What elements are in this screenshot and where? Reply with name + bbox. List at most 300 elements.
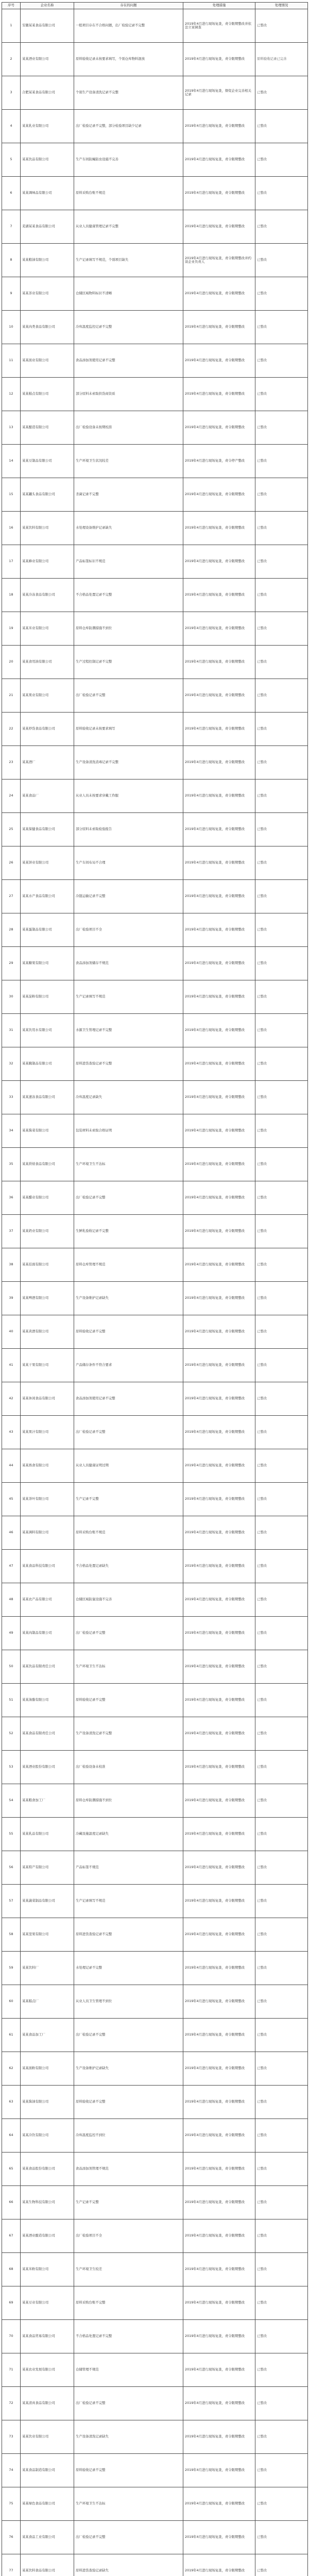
table-row: [2, 2353, 308, 2387]
cell-serial: 12: [2, 378, 21, 411]
cell-company: 某某冷冻食品有限公司: [21, 579, 74, 612]
cell-serial: 49: [2, 1617, 21, 1650]
cell-issue: 食品添加剂使用记录不完整: [74, 1382, 183, 1416]
cell-company: 某某绿色食品有限公司: [21, 2487, 74, 2521]
cell-company: 某某酒厂: [21, 746, 74, 779]
cell-result: 已整改: [255, 1516, 308, 1550]
table-body: [2, 9, 308, 2576]
cell-company: 某某饮料厂: [21, 1952, 74, 1985]
table-row: [2, 1918, 308, 1952]
cell-serial: 34: [2, 1114, 21, 1148]
table-row: [2, 2320, 308, 2353]
cell-action: 2019年4月进行现场复查，责令限期整改: [183, 143, 255, 177]
table-row: [2, 1483, 308, 1516]
cell-serial: 13: [2, 411, 21, 445]
table-row: [2, 1416, 308, 1449]
cell-serial: 55: [2, 1818, 21, 1851]
cell-result: 已整改: [255, 110, 308, 143]
cell-serial: 33: [2, 1081, 21, 1114]
cell-issue: 原料进货查验记录不完整: [74, 1047, 183, 1081]
cell-serial: 62: [2, 2052, 21, 2086]
cell-result: 已整改: [255, 646, 308, 679]
cell-issue: 出厂检验记录不完整: [74, 1181, 183, 1215]
cell-result: 已整改: [255, 1617, 308, 1650]
cell-serial: 71: [2, 2353, 21, 2387]
table-row: [2, 478, 308, 512]
cell-company: 某某粮食加工厂: [21, 1784, 74, 1818]
cell-company: 某某酱菜有限公司: [21, 1114, 74, 1148]
cell-issue: 生产设备清洗消毒记录不完整: [74, 746, 183, 779]
table-row: [2, 713, 308, 746]
cell-company: 某某腌制品有限公司: [21, 1047, 74, 1081]
cell-action: 2019年4月进行现场复查，责令限期整改: [183, 612, 255, 646]
cell-action: 2019年4月进行现场复查，责令限期整改: [183, 2454, 255, 2487]
cell-issue: 生鲜乳验收记录不完整: [74, 1215, 183, 1248]
cell-serial: 32: [2, 1047, 21, 1081]
cell-result: 已整改: [255, 2052, 308, 2086]
cell-company: 某某面粉有限公司: [21, 2052, 74, 2086]
cell-issue: 原料仓库管理不规范: [74, 1248, 183, 1282]
table-row: [2, 1349, 308, 1382]
table-row: [2, 2086, 308, 2119]
cell-result: 已整改: [255, 579, 308, 612]
cell-action: 2019年4月进行现场复查，责令限期整改: [183, 2286, 255, 2320]
cell-issue: 生产车间防蝇防虫设施不完善: [74, 143, 183, 177]
cell-company: 合肥某某食品有限公司: [21, 76, 74, 110]
cell-company: 某某饮品有限责任公司: [21, 1650, 74, 1684]
table-row: [2, 1248, 308, 1282]
cell-serial: 47: [2, 1550, 21, 1583]
table-row: [2, 1751, 308, 1784]
cell-result: 已整改: [255, 813, 308, 846]
cell-serial: 58: [2, 1918, 21, 1952]
cell-serial: 44: [2, 1449, 21, 1483]
cell-action: 2019年4月进行现场复查，责令限期整改: [183, 1885, 255, 1918]
cell-company: 某某饼业有限公司: [21, 846, 74, 880]
cell-action: 2019年4月进行现场复查，责令限期整改: [183, 846, 255, 880]
cell-company: 某某食品制造有限公司: [21, 2454, 74, 2487]
table-row: [2, 1215, 308, 1248]
cell-issue: 生产环境卫生不达标: [74, 2487, 183, 2521]
cell-result: 已整改: [255, 679, 308, 713]
table-row: [2, 545, 308, 579]
cell-result: 已整改: [255, 713, 308, 746]
cell-result: 已整改: [255, 2353, 308, 2387]
cell-action: 2019年4月进行现场复查，责令限期整改: [183, 2119, 255, 2153]
table-row: [2, 2286, 308, 2320]
cell-result: 已整改: [255, 1181, 308, 1215]
table-row: [2, 1885, 308, 1918]
cell-result: 已整改: [255, 1918, 308, 1952]
cell-result: 已整改: [255, 210, 308, 244]
cell-company: 某某醋业有限公司: [21, 1181, 74, 1215]
cell-company: 某某熟食有限公司: [21, 1449, 74, 1483]
cell-action: 2019年4月进行现场复查，责令限期整改: [183, 880, 255, 913]
cell-issue: 产品储存条件不符合要求: [74, 1349, 183, 1382]
cell-issue: 原料验收记录不完整: [74, 1315, 183, 1349]
cell-result: 已整改: [255, 1784, 308, 1818]
cell-action: 2019年4月进行现场复查，责令限期整改: [183, 913, 255, 947]
cell-result: 已整改: [255, 1449, 308, 1483]
cell-result: 已整改: [255, 2286, 308, 2320]
cell-issue: 生产设备清洗记录不完整: [74, 1717, 183, 1751]
cell-serial: 77: [2, 2554, 21, 2576]
cell-issue: 水源卫生管理记录不完整: [74, 1014, 183, 1047]
cell-result: 已整改: [255, 2153, 308, 2186]
header-issue: 存在的问题: [74, 3, 183, 9]
cell-company: 某某肉类食品有限公司: [21, 311, 74, 344]
cell-action: 2019年4月进行现场复查，责令限期整改: [183, 2253, 255, 2286]
cell-company: 某某保健食品有限公司: [21, 813, 74, 846]
cell-result: 已整改: [255, 1650, 308, 1684]
cell-action: 2019年4月进行现场复查，责令限期整改: [183, 1751, 255, 1784]
cell-issue: 原料验收记录不完整: [74, 2454, 183, 2487]
header-company: 企业名称: [21, 3, 74, 9]
cell-issue: 原料采购台账不规范: [74, 177, 183, 210]
cell-issue: 出厂检验项目不全: [74, 913, 183, 947]
cell-company: 某某果业有限公司: [21, 679, 74, 713]
cell-company: 某某调料有限公司: [21, 1516, 74, 1550]
table-row: [2, 980, 308, 1014]
table-row: [2, 1382, 308, 1416]
cell-result: 已整改: [255, 2554, 308, 2576]
cell-serial: 53: [2, 1751, 21, 1784]
cell-action: 2019年4月进行现场复查，责令限期整改: [183, 378, 255, 411]
cell-action: 2019年4月进行现场复查，责令限期整改: [183, 344, 255, 378]
cell-action: 2019年4月进行现场复查，责令限期整改: [183, 478, 255, 512]
cell-serial: 11: [2, 344, 21, 378]
cell-serial: 37: [2, 1215, 21, 1248]
table-row: [2, 1315, 308, 1349]
cell-serial: 67: [2, 2219, 21, 2253]
cell-action: 2019年4月进行现场复查，责令限期整改: [183, 2387, 255, 2420]
cell-action: 2019年4月进行现场复查，责令限期整改: [183, 277, 255, 311]
cell-result: 已整改: [255, 311, 308, 344]
cell-result: 已整改: [255, 1818, 308, 1851]
cell-company: 某某果汁有限公司: [21, 1416, 74, 1449]
cell-action: 2019年4月进行现场复查，责令限期整改: [183, 646, 255, 679]
cell-serial: 66: [2, 2186, 21, 2219]
table-row: [2, 177, 308, 210]
cell-action: 2019年4月进行现场复查，责令限期整改并约谈企业负责人: [183, 244, 255, 277]
cell-company: 某某食用油有限公司: [21, 646, 74, 679]
cell-action: 2019年4月进行现场复查，责令限期整改: [183, 1215, 255, 1248]
cell-serial: 9: [2, 277, 21, 311]
cell-result: 已整改: [255, 2219, 308, 2253]
cell-action: 2019年4月进行现场复查，责令限期整改: [183, 579, 255, 612]
cell-action: 2019年4月进行现场复查，责令限期整改: [183, 1818, 255, 1851]
cell-action: 2019年4月进行现场复查，责令限期整改: [183, 2019, 255, 2052]
cell-company: 某某蛋制品有限公司: [21, 913, 74, 947]
cell-result: 已整改: [255, 1751, 308, 1784]
table-row: [2, 210, 308, 244]
cell-serial: 39: [2, 1282, 21, 1315]
cell-serial: 25: [2, 813, 21, 846]
table-row: [2, 2019, 308, 2052]
cell-issue: 生产记录不完整: [74, 2186, 183, 2219]
cell-issue: 出厂检验记录不完整: [74, 2387, 183, 2420]
cell-issue: 原料验收记录不完整: [74, 2086, 183, 2119]
cell-company: 某某饮料有限公司: [21, 512, 74, 545]
cell-company: 某某面业有限公司: [21, 344, 74, 378]
cell-action: 2019年4月进行现场复查，责令限期整改: [183, 1918, 255, 1952]
cell-company: 某某食品厂: [21, 779, 74, 813]
cell-serial: 63: [2, 2086, 21, 2119]
cell-result: 已整改: [255, 2320, 308, 2353]
table-row: [2, 311, 308, 344]
cell-issue: 原料仓库防潮措施不到位: [74, 612, 183, 646]
cell-company: 某某奶业有限公司: [21, 1215, 74, 1248]
table-row: [2, 2119, 308, 2153]
cell-serial: 2: [2, 43, 21, 76]
cell-company: 某某坚果有限公司: [21, 1918, 74, 1952]
cell-result: 已整改: [255, 1047, 308, 1081]
cell-result: 已整改: [255, 1215, 308, 1248]
cell-issue: 生产过程控制记录不完整: [74, 646, 183, 679]
cell-company: 某某特产有限公司: [21, 1851, 74, 1885]
cell-issue: 原料验收记录未按要求填写: [74, 713, 183, 746]
cell-serial: 4: [2, 110, 21, 143]
cell-issue: 原料采购台账不完整: [74, 2286, 183, 2320]
table-row: [2, 779, 308, 813]
table-row: [2, 143, 308, 177]
table-row: [2, 880, 308, 913]
table-row: [2, 1516, 308, 1550]
cell-result: 已整改: [255, 177, 308, 210]
table-row: [2, 913, 308, 947]
cell-result: 已整改: [255, 1851, 308, 1885]
cell-action: 2019年4月进行现场复查，责令限期整改: [183, 1315, 255, 1349]
cell-action: 2019年4月进行现场复查，责令限期整改: [183, 980, 255, 1014]
cell-serial: 15: [2, 478, 21, 512]
cell-action: 2019年4月进行现场复查，责令限期整改: [183, 2487, 255, 2521]
cell-issue: 出厂检验记录不完整: [74, 2521, 183, 2554]
cell-issue: 原料进货查验记录不完整: [74, 1918, 183, 1952]
cell-result: 已整改: [255, 980, 308, 1014]
cell-serial: 74: [2, 2454, 21, 2487]
cell-serial: 69: [2, 2286, 21, 2320]
cell-issue: 不合格品处置记录缺失: [74, 1550, 183, 1583]
cell-action: 2019年4月进行现场复查，责令限期整改: [183, 1583, 255, 1617]
table-row: [2, 445, 308, 478]
cell-company: 某某速冻食品有限公司: [21, 1081, 74, 1114]
cell-result: 已整改: [255, 1382, 308, 1416]
cell-action: 2019年4月进行现场复查，责令限期整改: [183, 1114, 255, 1148]
cell-issue: 食品添加剂储存不规范: [74, 947, 183, 980]
cell-result: 已整改: [255, 1282, 308, 1315]
cell-company: 某某啤酒有限公司: [21, 1282, 74, 1315]
table-row: [2, 1952, 308, 1985]
cell-issue: 仓储区域防鼠设施不完善: [74, 1583, 183, 1617]
cell-action: 2019年4月进行现场复查，责令限期整改: [183, 2153, 255, 2186]
cell-action: 2019年4月进行现场复查，责令停产整改: [183, 445, 255, 478]
cell-serial: 75: [2, 2487, 21, 2521]
table-row: [2, 344, 308, 378]
cell-serial: 68: [2, 2253, 21, 2286]
cell-result: 已整改: [255, 445, 308, 478]
table-row: [2, 1650, 308, 1684]
table-row: [2, 411, 308, 445]
table-row: [2, 2420, 308, 2454]
cell-result: 已整改: [255, 2521, 308, 2554]
cell-action: 2019年4月进行现场复查，责令限期整改: [183, 2353, 255, 2387]
cell-company: 某某茶叶有限公司: [21, 1483, 74, 1516]
cell-serial: 43: [2, 1416, 21, 1449]
cell-result: 已整改: [255, 478, 308, 512]
cell-company: 安徽某某食品有限公司: [21, 9, 74, 43]
cell-result: 已整改: [255, 143, 308, 177]
cell-company: 某某食品工业有限公司: [21, 2521, 74, 2554]
cell-action: 2019年4月进行现场复查，责令限期整改: [183, 1550, 255, 1583]
cell-result: 已整改: [255, 1248, 308, 1282]
cell-issue: 一般项目存在不合格问题，出厂检验记录不完整: [74, 9, 183, 43]
cell-action: 2019年4月进行现场复查，责令限期整改: [183, 2219, 255, 2253]
header-serial: 序号: [2, 3, 21, 9]
cell-company: 某某肉制品有限公司: [21, 1617, 74, 1650]
cell-serial: 19: [2, 612, 21, 646]
cell-serial: 45: [2, 1483, 21, 1516]
cell-issue: 部分原料未索取供货商资质: [74, 378, 183, 411]
cell-result: 已整改: [255, 1148, 308, 1181]
cell-action: 2019年4月进行现场复查，责令限期整改: [183, 43, 255, 76]
cell-action: 2019年4月进行现场复查，责令限期整改: [183, 1248, 255, 1282]
cell-result: 已整改: [255, 9, 308, 43]
cell-action: 2019年4月进行现场复查，责令限期整改: [183, 545, 255, 579]
cell-serial: 8: [2, 244, 21, 277]
cell-company: 某某米业有限公司: [21, 612, 74, 646]
table-row: [2, 579, 308, 612]
table-row: [2, 2487, 308, 2521]
cell-action: 2019年4月进行现场复查，督促企业完善相关记录: [183, 76, 255, 110]
table-row: [2, 1583, 308, 1617]
cell-action: 2019年4月进行现场复查，责令限期整改: [183, 2554, 255, 2576]
inspection-table: [2, 2, 308, 2576]
cell-serial: 41: [2, 1349, 21, 1382]
cell-serial: 56: [2, 1851, 21, 1885]
table-row: [2, 813, 308, 846]
cell-issue: 原料验收记录不完整: [74, 1684, 183, 1717]
cell-result: 已整改: [255, 880, 308, 913]
cell-issue: 生产环境卫生不达标: [74, 1650, 183, 1684]
cell-issue: 生产记录填写不规范: [74, 1885, 183, 1918]
table-row: [2, 1851, 308, 1885]
cell-serial: 18: [2, 579, 21, 612]
cell-company: 某某农业发展有限公司: [21, 2353, 74, 2387]
cell-issue: 生产环境卫生不达标: [74, 1148, 183, 1181]
cell-company: 某某糖果有限公司: [21, 947, 74, 980]
cell-company: 某某粮油有限公司: [21, 244, 74, 277]
cell-company: 某某烘焙食品有限公司: [21, 1148, 74, 1181]
cell-serial: 73: [2, 2420, 21, 2454]
cell-result: 已整改: [255, 2487, 308, 2521]
cell-action: 2019年4月进行现场复查，责令限期整改: [183, 1985, 255, 2019]
cell-result: 已整改: [255, 344, 308, 378]
cell-result: 已整改: [255, 76, 308, 110]
table-row: [2, 646, 308, 679]
cell-serial: 28: [2, 913, 21, 947]
cell-result: 已整改: [255, 1952, 308, 1985]
cell-issue: 原料采购台账不规范: [74, 1516, 183, 1550]
cell-action: 2019年4月进行现场复查，责令限期整改: [183, 411, 255, 445]
cell-result: 已整改: [255, 947, 308, 980]
table-row: [2, 2186, 308, 2219]
cell-serial: 24: [2, 779, 21, 813]
cell-serial: 51: [2, 1684, 21, 1717]
cell-action: 2019年4月进行现场复查，责令限期整改: [183, 1014, 255, 1047]
cell-serial: 3: [2, 76, 21, 110]
cell-action: 2019年4月进行现场复查，责令限期整改: [183, 1952, 255, 1985]
table-row: [2, 1181, 308, 1215]
cell-issue: 不合格品处置记录不完整: [74, 2320, 183, 2353]
cell-company: 某某乳品有限公司: [21, 1818, 74, 1851]
cell-action: 2019年4月进行现场复查，责令限期整改: [183, 679, 255, 713]
cell-serial: 59: [2, 1952, 21, 1985]
cell-company: 某某干果有限公司: [21, 1349, 74, 1382]
cell-company: 某某乳业有限公司: [21, 110, 74, 143]
cell-action: 2019年4月进行现场复查，责令限期整改: [183, 110, 255, 143]
cell-issue: 原料进货查验记录缺失: [74, 2554, 183, 2576]
cell-company: 某某米粉有限公司: [21, 2253, 74, 2286]
cell-company: 某某食品科技有限公司: [21, 1550, 74, 1583]
table-row: [2, 1449, 308, 1483]
cell-action: 2019年4月进行现场复查，责令限期整改: [183, 2521, 255, 2554]
cell-company: 某某饮用水有限公司: [21, 1014, 74, 1047]
cell-company: 某某饮料食品有限公司: [21, 2554, 74, 2576]
cell-action: 2019年4月进行现场复查，责令限期整改: [183, 713, 255, 746]
table-row: [2, 1282, 308, 1315]
cell-result: 已整改: [255, 1483, 308, 1516]
cell-issue: 冷库温度记录缺失: [74, 1081, 183, 1114]
cell-action: 2019年4月进行现场复查，责令限期整改并依法立案调查: [183, 9, 255, 43]
table-row: [2, 746, 308, 779]
cell-action: 2019年4月进行现场复查，责令限期整改: [183, 2086, 255, 2119]
header-action: 处理措施: [183, 3, 255, 9]
cell-serial: 70: [2, 2320, 21, 2353]
cell-action: 2019年4月进行现场复查，责令限期整改: [183, 1081, 255, 1114]
cell-serial: 36: [2, 1181, 21, 1215]
cell-issue: 从业人员未按要求穿戴工作服: [74, 779, 183, 813]
cell-issue: 冷库温度监控记录不完整: [74, 311, 183, 344]
cell-serial: 1: [2, 9, 21, 43]
cell-issue: 生产记录不完整: [74, 1483, 183, 1516]
cell-issue: 食品添加剂使用记录不完整: [74, 344, 183, 378]
cell-serial: 10: [2, 311, 21, 344]
table-row: [2, 277, 308, 311]
cell-issue: 生产车间布局不合理: [74, 846, 183, 880]
cell-action: 2019年4月进行现场复查，责令限期整改: [183, 779, 255, 813]
table-row: [2, 378, 308, 411]
table-row: [2, 846, 308, 880]
cell-action: 2019年4月进行现场复查，责令限期整改: [183, 1047, 255, 1081]
cell-company: 某某淀粉有限公司: [21, 980, 74, 1014]
cell-company: 某某清真食品有限公司: [21, 2387, 74, 2420]
cell-action: 2019年4月进行现场复查，责令限期整改: [183, 1684, 255, 1717]
cell-issue: 产品标签不规范: [74, 1851, 183, 1885]
cell-issue: 生产设备清洗记录缺失: [74, 2420, 183, 2454]
cell-serial: 50: [2, 1650, 21, 1684]
cell-serial: 38: [2, 1248, 21, 1282]
cell-issue: 从业人员卫生管理不到位: [74, 1985, 183, 2019]
cell-company: 某某食品贸易有限公司: [21, 2320, 74, 2353]
cell-serial: 40: [2, 1315, 21, 1349]
cell-result: 已整改: [255, 1885, 308, 1918]
cell-result: 已整改: [255, 1349, 308, 1382]
cell-action: 2019年4月进行现场复查，责令限期整改: [183, 746, 255, 779]
table-header-row: [2, 3, 308, 9]
cell-issue: 从业人员健康证明过期: [74, 1449, 183, 1483]
cell-action: 2019年4月进行现场复查，责令限期整改: [183, 1148, 255, 1181]
cell-action: 2019年4月进行现场复查，责令限期整改: [183, 1181, 255, 1215]
